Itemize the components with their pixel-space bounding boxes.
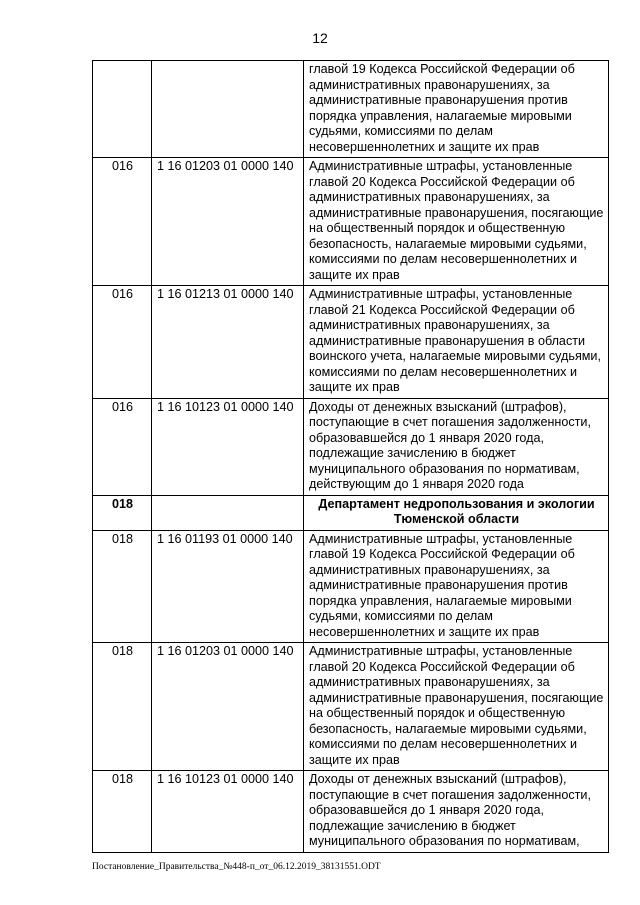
table-row	[93, 61, 609, 158]
admin-code-cell: 016	[93, 286, 152, 399]
table-row	[93, 286, 609, 399]
admin-code-cell: 018	[93, 495, 152, 530]
budget-code-cell: 1 16 01193 01 0000 140	[152, 530, 304, 643]
admin-code-cell: 016	[93, 158, 152, 286]
description-cell: Доходы от денежных взысканий (штрафов), поступающие в счет погашения задолженности, образовавшейся до 1 января 2020 года, подлежащие зачислению в бюджет муниципального образования по нормативам,	[304, 771, 609, 853]
document-footer: Постановление_Правительства_№448-п_от_06.12.2019_38131551.ODT	[92, 862, 381, 872]
description-cell: Департамент недропользования и экологии Тюменской области	[304, 495, 609, 530]
admin-code-cell: 018	[93, 643, 152, 771]
table-row	[93, 398, 609, 495]
description-cell: Административные штрафы, установленные главой 20 Кодекса Российской Федерации об административных правонарушениях, за административные правонарушения, посягающие на общественный порядок и общественную безопасность, налагаемые мировыми судьями, комиссиями по делам несовершеннолетних и защите их прав	[304, 158, 609, 286]
budget-code-cell: 1 16 10123 01 0000 140	[152, 771, 304, 853]
admin-code-cell: 018	[93, 530, 152, 643]
budget-code-cell: 1 16 01203 01 0000 140	[152, 643, 304, 771]
table-row	[93, 495, 609, 530]
admin-code-cell: 016	[93, 398, 152, 495]
description-cell: Административные штрафы, установленные главой 19 Кодекса Российской Федерации об административных правонарушениях, за административные правонарушения против порядка управления, налагаемые мировыми судьями, комиссиями по делам несовершеннолетних и защите их прав	[304, 530, 609, 643]
description-cell: Административные штрафы, установленные главой 20 Кодекса Российской Федерации об административных правонарушениях, за административные правонарушения, посягающие на общественный порядок и общественную безопасность, налагаемые мировыми судьями, комиссиями по делам несовершеннолетних и защите их прав	[304, 643, 609, 771]
description-cell: главой 19 Кодекса Российской Федерации об административных правонарушениях, за административные правонарушения против порядка управления, налагаемые мировыми судьями, комиссиями по делам несовершеннолетних и защите их прав	[304, 61, 609, 158]
description-cell: Административные штрафы, установленные главой 21 Кодекса Российской Федерации об административных правонарушениях, за административные правонарушения в области воинского учета, налагаемые мировыми судьями, комиссиями по делам несовершеннолетних и защите их прав	[304, 286, 609, 399]
admin-code-cell: 018	[93, 771, 152, 853]
admin-code-cell	[93, 61, 152, 158]
description-cell: Доходы от денежных взысканий (штрафов), поступающие в счет погашения задолженности, образовавшейся до 1 января 2020 года, подлежащие зачислению в бюджет муниципального образования по нормативам, действующим до 1 января 2020 года	[304, 398, 609, 495]
table-row	[93, 158, 609, 286]
page-number: 12	[312, 30, 328, 46]
budget-code-cell: 1 16 01203 01 0000 140	[152, 158, 304, 286]
table-row	[93, 771, 609, 853]
budget-code-cell	[152, 495, 304, 530]
table-row	[93, 643, 609, 771]
budget-code-cell: 1 16 01213 01 0000 140	[152, 286, 304, 399]
budget-code-cell: 1 16 10123 01 0000 140	[152, 398, 304, 495]
table-row	[93, 530, 609, 643]
table-body	[93, 61, 609, 853]
budget-code-cell	[152, 61, 304, 158]
revenue-codes-table	[92, 60, 609, 853]
